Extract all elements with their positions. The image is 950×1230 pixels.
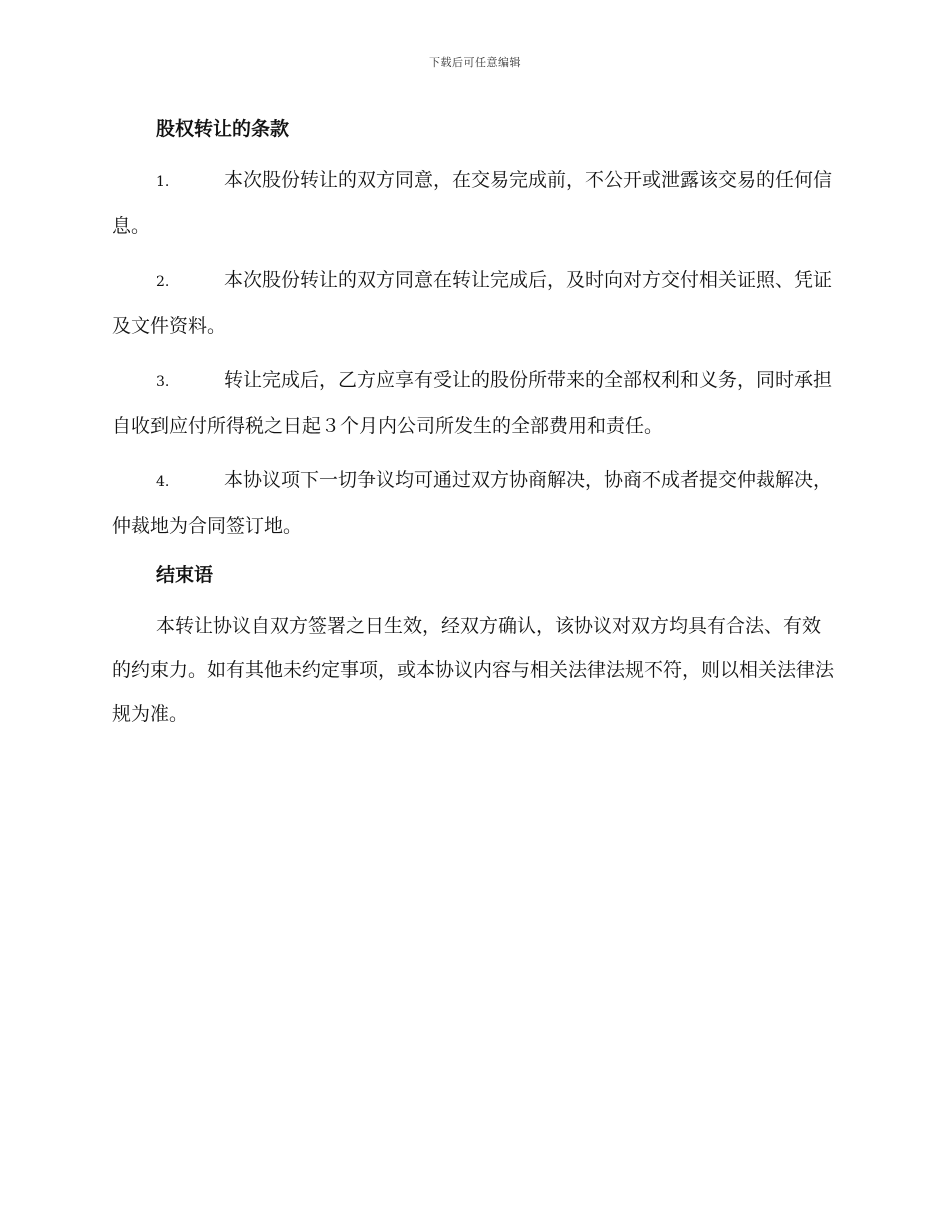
clause-text: 本协议项下一切争议均可通过双方协商解决，协商不成者提交仲裁解决，仲裁地为合同签订地。 (112, 469, 833, 537)
clause-3 (112, 358, 834, 448)
closing-heading: 结束语 (156, 564, 214, 586)
clause-number: 2. (156, 274, 170, 290)
clause-text: 转让完成后，乙方应享有受让的股份所带来的全部权利和义务，同时承担自收到应付所得税之日起３个月内公司所发生的全部费用和责任。 (112, 369, 833, 437)
clause-1 (112, 158, 834, 248)
clause-text: 本次股份转让的双方同意，在交易完成前，不公开或泄露该交易的任何信息。 (112, 169, 833, 237)
clause-4 (112, 458, 834, 548)
clause-text: 本次股份转让的双方同意在转让完成后，及时向对方交付相关证照、凭证及文件资料。 (112, 269, 833, 337)
document-body (112, 112, 834, 736)
terms-heading: 股权转让的条款 (156, 118, 290, 140)
clause-number: 1. (156, 174, 170, 190)
clause-number: 3. (156, 374, 170, 390)
page-header: 下载后可任意编辑 (429, 56, 521, 69)
closing-paragraph: 本转让协议自双方签署之日生效，经双方确认，该协议对双方均具有合法、有效的约束力。如有其他未约定事项，或本协议内容与相关法律法规不符，则以相关法律法规为准。 (112, 615, 835, 725)
clause-number: 4. (156, 474, 170, 490)
clause-2 (112, 258, 834, 348)
